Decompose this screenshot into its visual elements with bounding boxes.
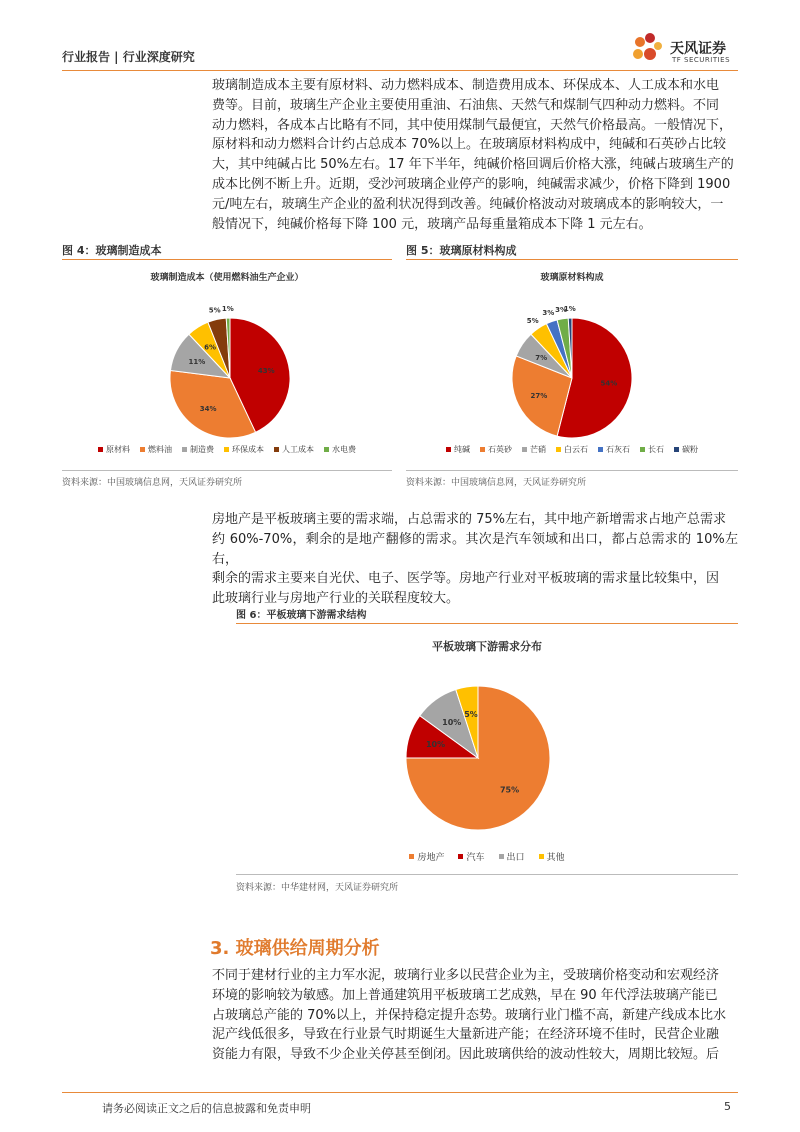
demand-paragraph [212, 510, 738, 609]
legend-swatch [458, 854, 463, 859]
pie-data-label: 3% [542, 309, 555, 318]
pie-data-label: 6% [204, 343, 217, 352]
legend-label: 制造费 [190, 445, 214, 454]
pie-chart-raw-materials [406, 262, 738, 468]
report-category: 行业报告 | 行业深度研究 [62, 50, 195, 64]
figure6-source: 资料来源：中华建材网，天风证券研究所 [236, 883, 399, 893]
legend-item [324, 444, 356, 455]
legend-item [224, 444, 264, 455]
legend-item [446, 444, 470, 455]
pie-data-label: 27% [530, 391, 548, 400]
legend-swatch [674, 447, 679, 452]
pie-data-label: 5% [526, 317, 539, 326]
figure6-divider [236, 623, 738, 624]
legend-item [640, 444, 664, 455]
text-line: 约 60%-70%，剩余的是地产翻修的需求。其次是汽车领域和出口，都占总需求的 10%左右， [212, 531, 738, 567]
legend-label: 原材料 [106, 445, 130, 454]
legend-item [674, 444, 698, 455]
legend-swatch [480, 447, 485, 452]
text-line: 般情况下，纯碱价格每下降 100 元，玻璃产品每重量箱成本下降 1 元左右。 [212, 216, 652, 232]
legend-item [522, 444, 546, 455]
text-line: 成本比例不断上升。近期，受沙河玻璃企业停产的影响，纯碱需求减少，价格下降到 1900 [212, 176, 731, 192]
legend-label: 纯碱 [454, 445, 470, 454]
pie-data-label: 1% [221, 305, 234, 314]
text-line: 泥产线低很多，导致在行业景气时期诞生大量新进产能；在经济环境不佳时，民营企业融 [212, 1027, 720, 1043]
legend-swatch [98, 447, 103, 452]
chart-title: 玻璃制造成本（使用燃料油生产企业） [150, 273, 304, 283]
figure4-bottom-line [62, 470, 392, 471]
figure6-chart [236, 626, 738, 872]
pie-chart-cost [62, 262, 392, 468]
legend-swatch [182, 447, 187, 452]
text-line: 占玻璃总产能的 70%以上，并保持稳定提升态势。玻璃行业门槛不高，新建产线成本比水 [212, 1007, 727, 1023]
section-title: 3. 玻璃供给周期分析 [210, 938, 380, 959]
chart-title: 玻璃原材料构成 [540, 273, 604, 283]
text-line: 不同于建材行业的主力军水泥，玻璃行业多以民营企业为主，受玻璃价格变动和宏观经济 [212, 968, 720, 983]
legend-label: 出口 [506, 853, 525, 863]
legend-label: 汽车 [466, 853, 485, 863]
legend-swatch [640, 447, 645, 452]
footer-disclaimer: 请务必阅读正文之后的信息披露和免责申明 [102, 1102, 311, 1115]
legend-label: 长石 [648, 445, 664, 454]
legend-item [556, 444, 588, 455]
legend-swatch [556, 447, 561, 452]
legend-swatch [224, 447, 229, 452]
figure5-source: 资料来源：中国玻璃信息网，天风证券研究所 [406, 478, 587, 488]
pie-data-label: 43% [257, 366, 275, 375]
figure5-bottom-line [406, 470, 738, 471]
legend-swatch [539, 854, 544, 859]
text-line: 玻璃制造成本主要有原材料、动力燃料成本、制造费用成本、环保成本、人工成本和水电 [212, 78, 720, 93]
pie-data-label: 1% [563, 305, 576, 314]
figure5-caption: 图 5：玻璃原材料构成 [406, 244, 517, 257]
supply-paragraph [212, 966, 738, 1065]
legend-swatch [409, 854, 414, 859]
text-line: 房地产是平板玻璃主要的需求端，占总需求的 75%左右，其中地产新增需求占地产总需求 [212, 512, 727, 527]
legend-label: 石灰石 [606, 445, 630, 454]
text-line: 原材料和动力燃料合计约占总成本 70%以上。在玻璃原材料构成中，纯碱和石英砂占比较 [212, 137, 727, 153]
legend-item [274, 444, 314, 455]
legend-label: 白云石 [564, 445, 588, 454]
legend-label: 其他 [546, 853, 565, 863]
footer-divider [62, 1092, 738, 1093]
legend-item [98, 444, 130, 455]
pie-data-label: 10% [425, 740, 446, 750]
pie-data-label: 11% [188, 358, 206, 367]
pie-data-label: 34% [199, 405, 217, 414]
legend-swatch [324, 447, 329, 452]
legend-swatch [598, 447, 603, 452]
figure6-bottom-line [236, 874, 738, 875]
pie-data-label: 7% [535, 354, 548, 363]
figure5-chart [406, 262, 738, 468]
legend-label: 芒硝 [530, 445, 546, 454]
pie-data-label: 10% [442, 717, 462, 727]
legend-item [598, 444, 630, 455]
pie-data-label: 5% [464, 709, 478, 719]
legend-swatch [499, 854, 504, 859]
pie-chart-demand [236, 626, 738, 872]
text-line: 环境的影响较为敏感。加上普通建筑用平板玻璃工艺成熟，早在 90 年代浮法玻璃产能已 [212, 987, 718, 1003]
legend-item [140, 444, 172, 455]
legend-label: 水电费 [332, 445, 356, 454]
legend-swatch [446, 447, 451, 452]
legend-label: 房地产 [417, 853, 445, 863]
text-line: 元/吨左右，玻璃生产企业的盈利状况得到改善。纯碱价格波动对玻璃成本的影响较大，一 [212, 196, 724, 212]
text-line: 费等。目前，玻璃生产企业主要使用重油、石油焦、天然气和煤制气四种动力燃料。不同 [212, 97, 720, 113]
pie-data-label: 75% [499, 785, 520, 795]
chart-title: 平板玻璃下游需求分布 [432, 640, 542, 653]
legend-swatch [522, 447, 527, 452]
text-line: 此玻璃行业与房地产行业的关联程度较大。 [212, 591, 460, 607]
legend-label: 环保成本 [232, 445, 264, 454]
legend-item [182, 444, 214, 455]
legend-item [409, 850, 444, 863]
legend-item [499, 850, 525, 863]
legend-item [539, 850, 565, 863]
text-line: 剩余的需求主要来自光伏、电子、医学等。房地产行业对平板玻璃的需求量比较集中，因 [212, 571, 720, 587]
page-number: 5 [724, 1100, 731, 1113]
legend-label: 燃料油 [148, 445, 172, 454]
legend-swatch [274, 447, 279, 452]
logo-name-cn: 天风证券 [670, 41, 726, 57]
pie-data-label: 54% [600, 379, 618, 388]
header-divider [62, 70, 738, 71]
legend-item [480, 444, 512, 455]
pie-data-label: 5% [208, 306, 221, 315]
legend-label: 碳粉 [682, 445, 698, 454]
chart-legend [236, 850, 738, 863]
figure5-divider [406, 259, 738, 260]
legend-swatch [140, 447, 145, 452]
intro-paragraph [212, 76, 738, 234]
figure4-chart [62, 262, 392, 468]
chart-legend [62, 444, 392, 455]
pie-data-label: 3% [555, 305, 567, 314]
legend-label: 石英砂 [488, 445, 512, 454]
figure4-source: 资料来源：中国玻璃信息网，天风证券研究所 [62, 478, 243, 488]
legend-item [458, 850, 484, 863]
text-line: 动力燃料，各成本占比略有不同，其中使用煤制气最便宜，天然气价格最高。一般情况下， [212, 117, 733, 133]
legend-label: 人工成本 [282, 445, 314, 454]
figure4-divider [62, 259, 392, 260]
figure6-caption: 图 6：平板玻璃下游需求结构 [236, 610, 367, 621]
logo-name-en: TF SECURITIES [672, 56, 731, 64]
figure4-caption: 图 4：玻璃制造成本 [62, 244, 162, 257]
chart-legend [406, 444, 738, 455]
text-line: 资能力有限，导致不少企业关停甚至倒闭。因此玻璃供给的波动性较大，周期比较短。后 [212, 1047, 720, 1063]
text-line: 大，其中纯碱占比 50%左右。17 年下半年，纯碱价格回调后价格大涨，纯碱占玻璃生产的 [212, 157, 734, 173]
